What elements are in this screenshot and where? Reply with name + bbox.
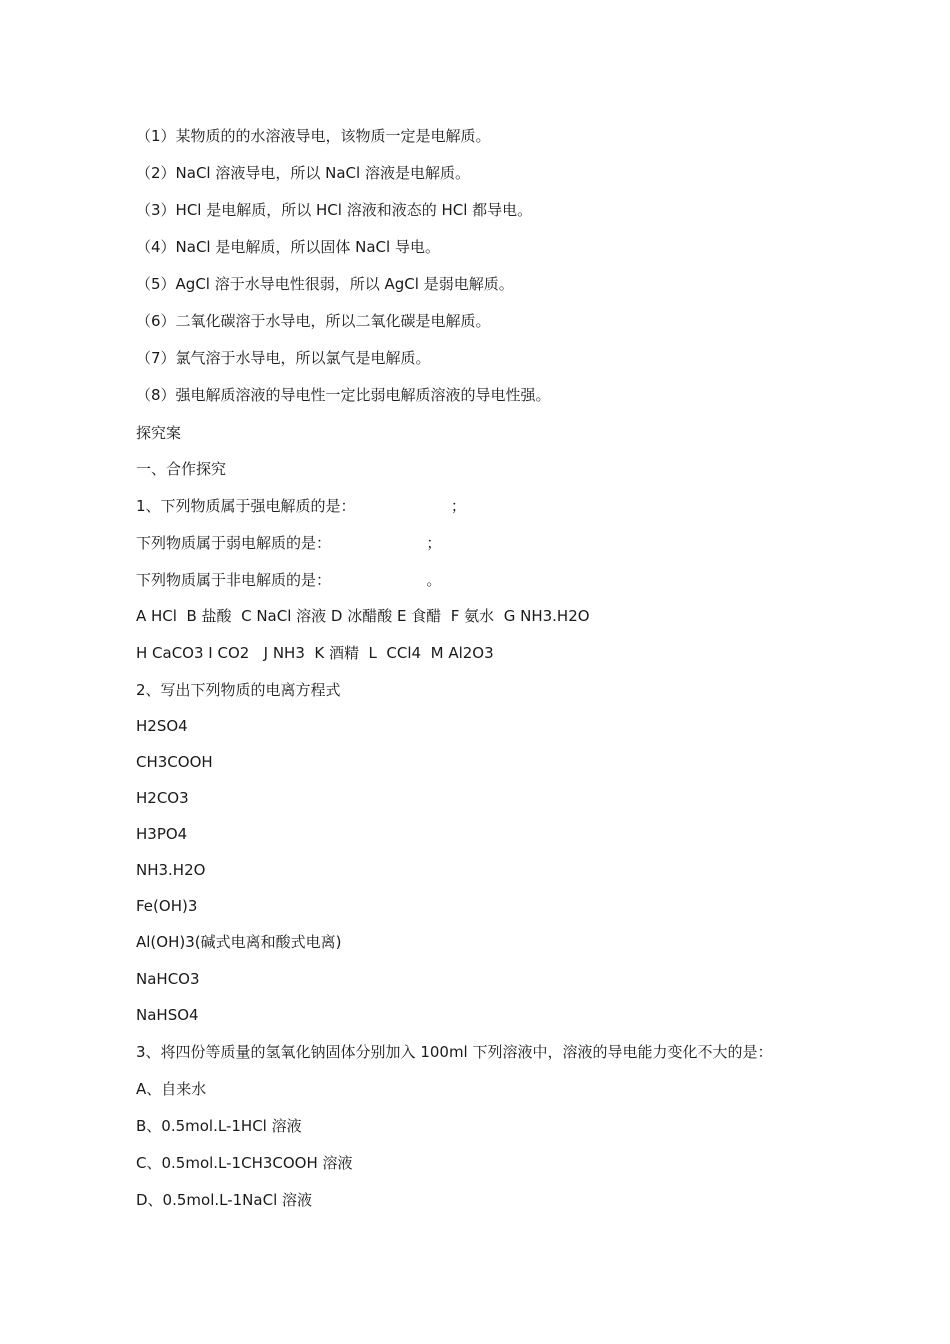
subsection-heading: 一、合作探究 [136,460,227,478]
statement-5: （5）AgCl 溶于水导电性很弱，所以 AgCl 是弱电解质。 [136,275,514,293]
formula-item: CH3COOH [136,753,213,771]
formula-item: NaHCO3 [136,970,200,988]
question-1-weak: 下列物质属于弱电解质的是： ； [136,534,442,552]
question-2: 2、写出下列物质的电离方程式 [136,681,341,699]
formula-item: H2SO4 [136,717,188,735]
statement-8: （8）强电解质溶液的导电性一定比弱电解质溶液的导电性强。 [136,386,551,404]
formula-item: NaHSO4 [136,1006,199,1024]
formula-item: H2CO3 [136,789,189,807]
formula-item: Al(OH)3(碱式电离和酸式电离) [136,933,342,951]
question-3: 3、将四份等质量的氢氧化钠固体分别加入 100ml 下列溶液中，溶液的导电能力变化不大的是： [136,1043,773,1061]
statement-1: （1）某物质的的水溶液导电，该物质一定是电解质。 [136,127,491,145]
formula-item: NH3.H2O [136,861,206,879]
substance-list-1: A HCl B 盐酸 C NaCl 溶液 D 冰醋酸 E 食醋 F 氨水 G NH3.H2O [136,607,590,625]
option-b: B、0.5mol.L-1HCl 溶液 [136,1117,302,1135]
option-a: A、自来水 [136,1080,207,1098]
statement-3: （3）HCl 是电解质，所以 HCl 溶液和液态的 HCl 都导电。 [136,201,533,219]
statement-6: （6）二氧化碳溶于水导电，所以二氧化碳是电解质。 [136,312,491,330]
statement-7: （7）氯气溶于水导电，所以氯气是电解质。 [136,349,431,367]
question-1-non: 下列物质属于非电解质的是： 。 [136,571,442,589]
option-d: D、0.5mol.L-1NaCl 溶液 [136,1191,313,1209]
substance-list-2: H CaCO3 I CO2 J NH3 K 酒精 L CCl4 M Al2O3 [136,644,494,662]
formula-item: Fe(OH)3 [136,897,198,915]
formula-item: H3PO4 [136,825,188,843]
section-heading: 探究案 [136,424,182,442]
option-c: C、0.5mol.L-1CH3COOH 溶液 [136,1154,353,1172]
statement-2: （2）NaCl 溶液导电，所以 NaCl 溶液是电解质。 [136,164,470,182]
question-1-strong: 1、下列物质属于强电解质的是： ； [136,497,466,515]
statement-4: （4）NaCl 是电解质，所以固体 NaCl 导电。 [136,238,440,256]
